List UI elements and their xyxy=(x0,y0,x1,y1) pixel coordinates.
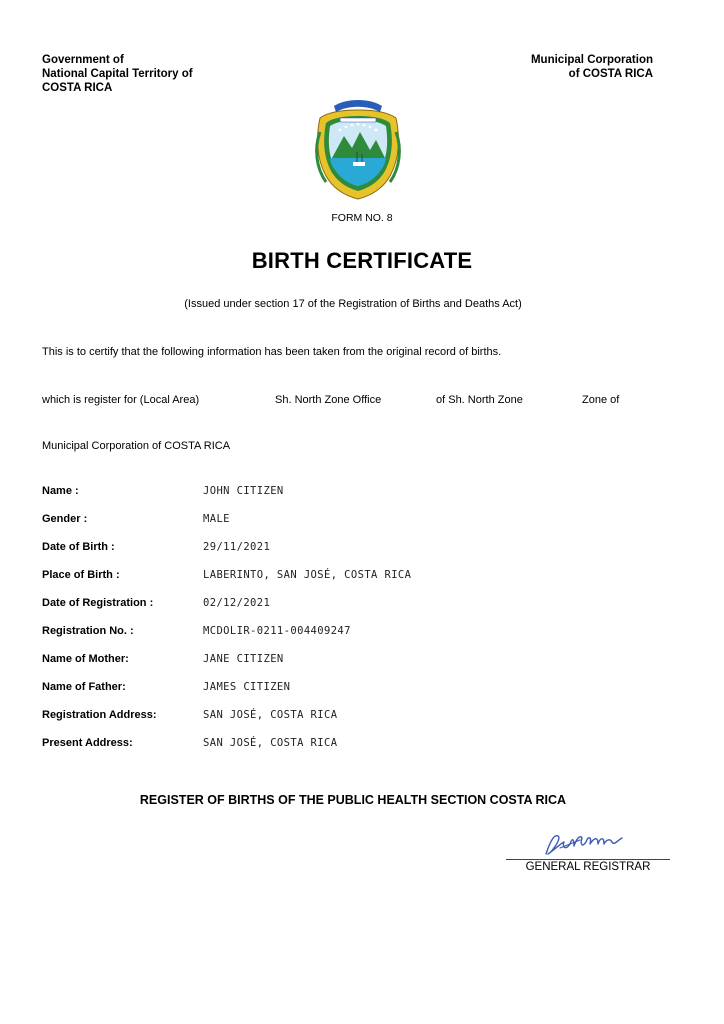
detail-value: JOHN CITIZEN xyxy=(203,485,284,497)
detail-label: Registration No. : xyxy=(42,625,134,637)
issuer-government xyxy=(42,53,193,95)
detail-value: JANE CITIZEN xyxy=(203,653,284,665)
issuer-municipal xyxy=(531,53,653,81)
register-title: REGISTER OF BIRTHS OF THE PUBLIC HEALTH SECTION COSTA RICA xyxy=(139,793,567,807)
issuer-municipal-line-1: Municipal Corporation xyxy=(530,54,653,66)
document-title: BIRTH CERTIFICATE xyxy=(251,248,473,273)
detail-value: LABERINTO, SAN JOSÉ, COSTA RICA xyxy=(203,569,412,581)
coat-of-arms-icon xyxy=(312,92,404,200)
local-area-zone-of: Zone of xyxy=(582,394,620,406)
signature-icon xyxy=(540,828,640,860)
detail-value: MCDOLIR-0211-004409247 xyxy=(203,625,351,637)
local-area-label: which is register for (Local Area) xyxy=(42,394,200,406)
signatory-title: GENERAL REGISTRAR xyxy=(525,861,651,873)
detail-label: Date of Registration : xyxy=(42,597,154,609)
issuer-government-line-3: COSTA RICA xyxy=(42,82,113,94)
detail-label: Name of Mother: xyxy=(42,653,129,665)
detail-label: Name : xyxy=(42,485,79,497)
detail-value: 29/11/2021 xyxy=(203,541,271,553)
detail-value: SAN JOSÉ, COSTA RICA xyxy=(203,709,338,721)
detail-value: JAMES CITIZEN xyxy=(203,681,291,693)
issuer-government-line-1: Government of xyxy=(42,54,124,66)
detail-value: 02/12/2021 xyxy=(203,597,271,609)
detail-label: Date of Birth : xyxy=(42,541,115,553)
issuer-government-line-2: National Capital Territory of xyxy=(42,68,193,80)
detail-value: MALE xyxy=(203,513,230,525)
signature-line xyxy=(506,859,670,860)
detail-label: Name of Father: xyxy=(42,681,126,693)
certify-statement: This is to certify that the following information has been taken from the original record of births. xyxy=(42,346,502,358)
form-number: FORM NO. 8 xyxy=(331,212,393,224)
detail-value: SAN JOSÉ, COSTA RICA xyxy=(203,737,338,749)
detail-label: Place of Birth : xyxy=(42,569,120,581)
local-area-office: Sh. North Zone Office xyxy=(275,394,382,406)
detail-label: Present Address: xyxy=(42,737,133,749)
detail-label: Gender : xyxy=(42,513,88,525)
document-subtitle: (Issued under section 17 of the Registration of Births and Deaths Act) xyxy=(184,298,522,310)
issuer-municipal-line-2: of COSTA RICA xyxy=(568,68,653,80)
local-area-zone: of Sh. North Zone xyxy=(436,394,523,406)
detail-label: Registration Address: xyxy=(42,709,157,721)
municipality-line: Municipal Corporation of COSTA RICA xyxy=(42,440,231,452)
